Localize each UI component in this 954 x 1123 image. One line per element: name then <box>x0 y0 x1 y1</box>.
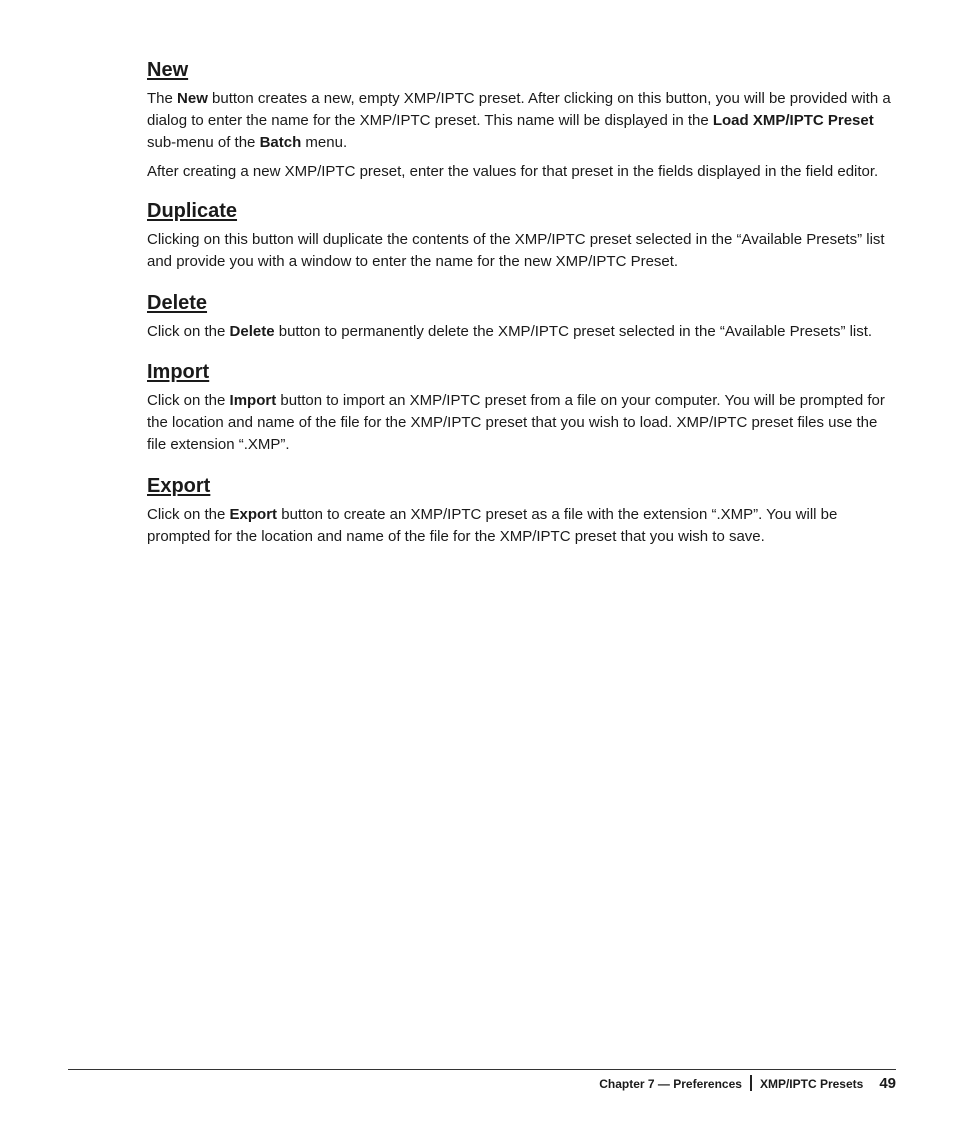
paragraph-new-2: After creating a new XMP/IPTC preset, enter the values for that preset in the fields displayed in the field editor. <box>147 163 879 180</box>
footer-chapter: Chapter 7 — Preferences <box>599 1077 742 1091</box>
page-content <box>147 58 897 555</box>
heading-new: New <box>147 59 189 81</box>
term-load-preset: Load XMP/IPTC Preset <box>712 112 874 129</box>
paragraph-export: Click on the Export button to create an XMP/IPTC preset as a file with the extension “.XMP”. You will be prompted for the location and name of the file for the XMP/IPTC preset that you wish to save. <box>147 506 838 545</box>
paragraph-import: Click on the Import button to import an XMP/IPTC preset from a file on your computer. You will be prompted for the location and name of the file for the XMP/IPTC preset that you wish to load. XMP/IPTC preset files use the file extension “.XMP”. <box>147 392 885 453</box>
heading-import: Import <box>147 361 210 383</box>
term-new: New <box>177 90 208 107</box>
term-batch: Batch <box>259 134 302 151</box>
heading-export: Export <box>147 475 211 497</box>
section-export <box>147 474 897 548</box>
footer-section: XMP/IPTC Presets <box>759 1077 864 1091</box>
footer-separator <box>750 1075 752 1091</box>
heading-delete: Delete <box>147 292 208 314</box>
section-duplicate <box>147 199 897 273</box>
paragraph-duplicate: Clicking on this button will duplicate the contents of the XMP/IPTC preset selected in the “Available Presets” list and provide you with a window to enter the name for the new XMP/IPTC Preset. <box>147 231 885 270</box>
section-import <box>147 360 897 456</box>
page-number: 49 <box>879 1075 896 1092</box>
paragraph-delete: Click on the Delete button to permanently delete the XMP/IPTC preset selected in the “Available Presets” list. <box>147 323 873 340</box>
page-footer <box>599 1072 896 1092</box>
paragraph-new-1: The New button creates a new, empty XMP/IPTC preset. After clicking on this button, you will be provided with a dialog to enter the name for the XMP/IPTC preset. This name will be displayed in the Load XMP/IPTC Preset sub-menu of the Batch menu. <box>147 90 891 151</box>
footer-rule <box>68 1069 896 1070</box>
section-delete <box>147 291 897 343</box>
heading-duplicate: Duplicate <box>147 200 238 222</box>
term-delete: Delete <box>229 323 275 340</box>
term-export: Export <box>229 506 278 523</box>
term-import: Import <box>229 392 277 409</box>
section-new <box>147 58 897 183</box>
